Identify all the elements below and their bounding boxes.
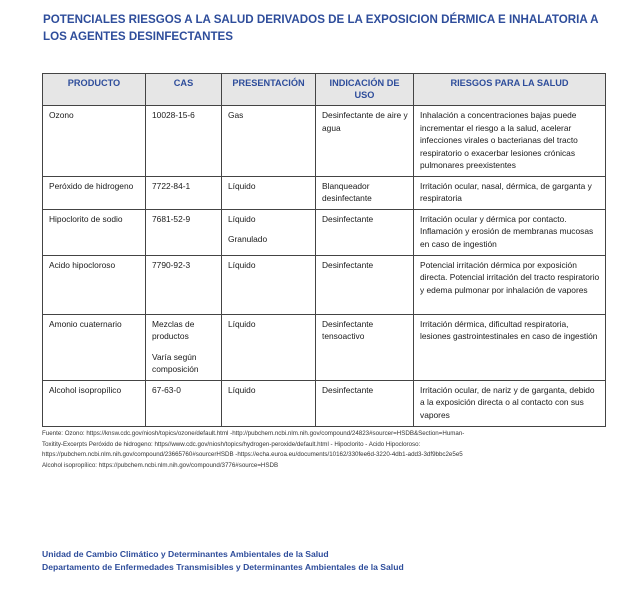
cell-presentacion [222, 209, 316, 255]
footer-department-name: Departamento de Enfermedades Transmisibles y Determinantes Ambientales de la Salud [42, 562, 404, 572]
cell-indicacion: Blanqueador desinfectante [316, 176, 414, 209]
cell-cas: 7722-84-1 [146, 176, 222, 209]
cell-indicacion: Desinfectante [316, 380, 414, 426]
cell-presentacion-primary: Líquido [228, 213, 256, 224]
table-row [43, 209, 606, 255]
cell-indicacion: Desinfectante [316, 209, 414, 255]
disinfectant-risk-table [42, 73, 606, 427]
cell-presentacion-secondary: Granulado [228, 234, 268, 244]
cell-presentacion: Gas [222, 106, 316, 177]
header-producto: PRODUCTO [43, 74, 146, 106]
cell-cas: 10028-15-6 [146, 106, 222, 177]
cell-indicacion: Desinfectante tensoactivo [316, 314, 414, 380]
cell-presentacion: Líquido [222, 255, 316, 314]
table-row [43, 106, 606, 177]
cell-producto: Peróxido de hidrogeno [43, 176, 146, 209]
cell-riesgos: Irritación dérmica, dificultad respiratoria, lesiones gastrointestinales en caso de ingestión [414, 314, 606, 380]
cell-riesgos: Potencial irritación dérmica por exposición directa. Potencial irritación del tracto respiratorio y edema pulmonar por inhalación de vapores [414, 255, 606, 314]
source-line: Alcohol isopropílico: https://pubchem.ncbi.nlm.nih.gov/compound/3776#source=HSDB [42, 461, 279, 469]
source-line: Fuente: Ozono: https://knsw.cdc.gov/niosh/topics/ozone/default.html -http://pubchem.ncbi.nlm.nih.gov/compound/24823#sourcer=HSDB&Section=Human- [42, 430, 465, 437]
source-references [42, 429, 617, 471]
cell-riesgos: Inhalación a concentraciones bajas puede incrementar el riesgo a la salud, acelerar infecciones virales o bacterianas del tracto respiratorio o exacerbar lesiones crónicas pulmonares preexistentes [414, 106, 606, 177]
cell-cas: 67-63-0 [146, 380, 222, 426]
header-indicacion-uso: INDICACIÓN DE USO [316, 74, 414, 106]
header-riesgos-salud: RIESGOS PARA LA SALUD [414, 74, 606, 106]
cell-indicacion: Desinfectante [316, 255, 414, 314]
cell-cas: 7681-52-9 [146, 209, 222, 255]
cell-riesgos: Irritación ocular, nasal, dérmica, de garganta y respiratoria [414, 176, 606, 209]
cell-producto: Acido hipocloroso [43, 255, 146, 314]
cell-producto: Ozono [43, 106, 146, 177]
cell-cas-secondary: Varía según composición [152, 351, 199, 374]
table-row [43, 314, 606, 380]
header-presentacion: PRESENTACIÓN [222, 74, 316, 106]
cell-producto: Amonio cuaternario [43, 314, 146, 380]
cell-producto: Alcohol isopropílico [43, 380, 146, 426]
cell-presentacion: Líquido [222, 380, 316, 426]
footer-department [42, 548, 404, 574]
document-title: POTENCIALES RIESGOS A LA SALUD DERIVADOS DE LA EXPOSICION DÉRMICA E INHALATORIA A LOS AGENTES DESINFECTANTES [43, 13, 599, 43]
cell-cas [146, 314, 222, 380]
header-cas: CAS [146, 74, 222, 106]
cell-cas: 7790-92-3 [146, 255, 222, 314]
cell-riesgos: Irritación ocular y dérmica por contacto. Inflamación y erosión de membranas mucosas en caso de ingestión [414, 209, 606, 255]
cell-indicacion: Desinfectante de aire y agua [316, 106, 414, 177]
cell-presentacion: Líquido [222, 314, 316, 380]
cell-presentacion: Líquido [222, 176, 316, 209]
table-header-row [43, 74, 606, 106]
source-line: https://pubchem.ncbi.nlm.nih.gov/compound/23665760#sourcerHSDB -https://echa.euroa.eu/documents/10162/330fee6d-3220-4db1-add3-3df9bbc2e5e5 [42, 451, 463, 458]
source-line: Toxitity-Excerpts Peróxido de hidrogeno: https//www.cdc.gov/niosh/topics/hydrogen-peroxide/default.html - Hipoclorito - Acido Hipocloroso: [42, 440, 421, 448]
cell-riesgos: Irritación ocular, de nariz y de garganta, debido a la exposición directa o al contacto con sus vapores [414, 380, 606, 426]
table-row [43, 380, 606, 426]
cell-cas-primary: Mezclas de productos [152, 318, 195, 341]
table-row [43, 255, 606, 314]
footer-unit-name: Unidad de Cambio Climático y Determinantes Ambientales de la Salud [42, 549, 329, 559]
table-row [43, 176, 606, 209]
cell-producto: Hipoclorito de sodio [43, 209, 146, 255]
